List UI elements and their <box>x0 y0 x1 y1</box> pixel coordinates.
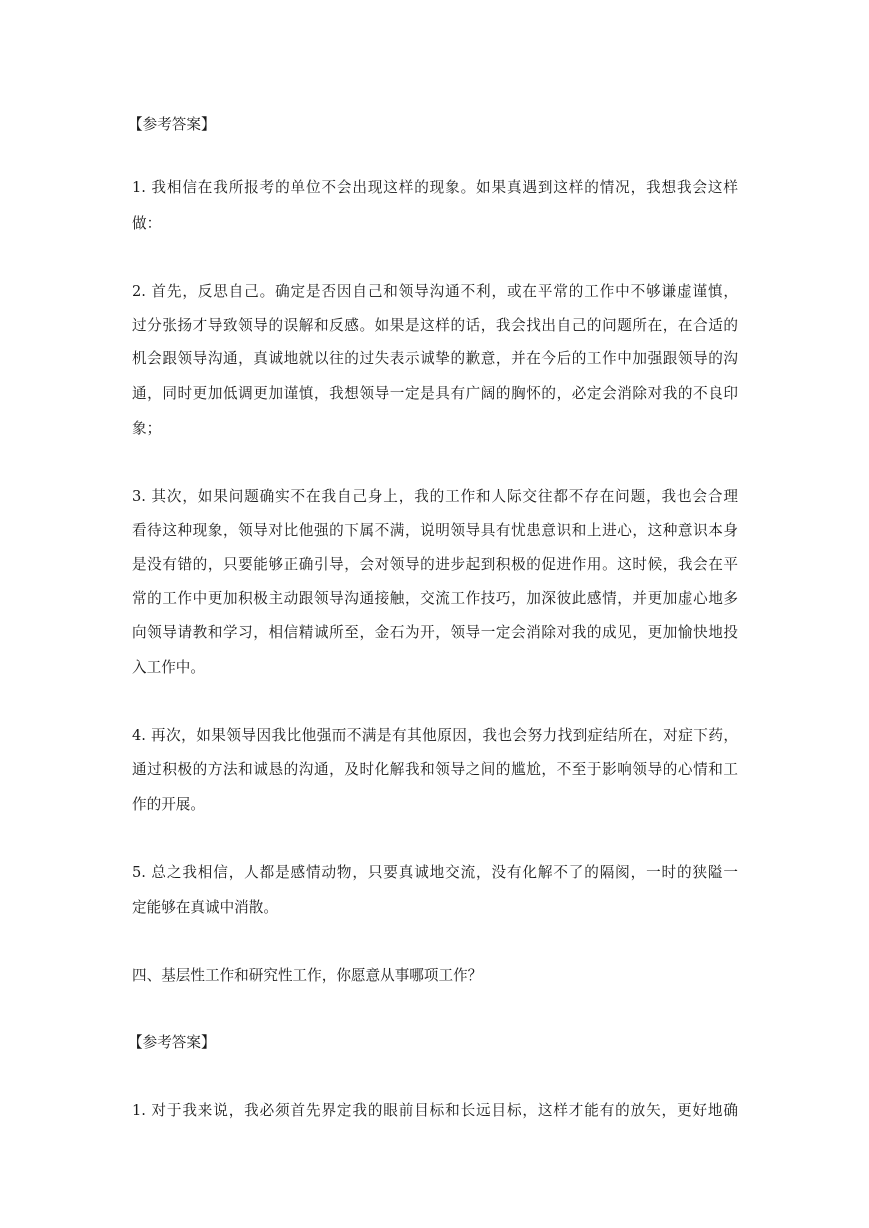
paragraph-line: 看待这种现象，领导对比他强的下属不满，说明领导具有忧患意识和上进心，这种意识本身 <box>132 522 738 539</box>
paragraph-line: 4. 再次，如果领导因我比他强而不满是有其他原因，我也会努力找到症结所在，对症下药， <box>132 727 738 744</box>
paragraph-line: 通，同时更加低调更加谨慎，我想领导一定是具有广阔的胸怀的，必定会消除对我的不良印 <box>132 385 738 402</box>
paragraph-line: 作的开展。 <box>132 796 205 813</box>
paragraph-line: 1. 我相信在我所报考的单位不会出现这样的现象。如果真遇到这样的情况，我想我会这样 <box>132 179 738 196</box>
paragraph-line: 定能够在真诚中消散。 <box>132 899 278 916</box>
paragraph-line: 入工作中。 <box>132 659 205 676</box>
paragraph-line: 向领导请教和学习，相信精诚所至，金石为开，领导一定会消除对我的成见，更加愉快地投 <box>132 624 738 641</box>
question-heading: 四、基层性工作和研究性工作，你愿意从事哪项工作？ <box>132 967 483 984</box>
answer-heading: 【参考答案】 <box>128 116 216 133</box>
paragraph-line: 常的工作中更加积极主动跟领导沟通接触，交流工作技巧，加深彼此感情，并更加虚心地多 <box>132 590 738 607</box>
answer-heading: 【参考答案】 <box>128 1034 216 1051</box>
paragraph-line: 过分张扬才导致领导的误解和反感。如果是这样的话，我会找出自己的问题所在，在合适的 <box>132 317 738 334</box>
paragraph-line: 3. 其次，如果问题确实不在我自己身上，我的工作和人际交往都不存在问题，我也会合理 <box>132 488 738 505</box>
paragraph-line: 做： <box>132 215 162 232</box>
paragraph-line: 通过积极的方法和诚恳的沟通，及时化解我和领导之间的尴尬，不至于影响领导的心情和工 <box>132 761 738 778</box>
paragraph-line: 1. 对于我来说，我必须首先界定我的眼前目标和长远目标，这样才能有的放矢，更好地确 <box>132 1102 738 1119</box>
paragraph-line: 5. 总之我相信，人都是感情动物，只要真诚地交流，没有化解不了的隔阂，一时的狭隘一 <box>132 864 738 881</box>
paragraph-line: 是没有错的，只要能够正确引导，会对领导的进步起到积极的促进作用。这时候，我会在平 <box>132 556 738 573</box>
paragraph-line: 2. 首先，反思自己。确定是否因自己和领导沟通不利，或在平常的工作中不够谦虚谨慎， <box>132 283 738 300</box>
paragraph-line: 机会跟领导沟通，真诚地就以往的过失表示诚挚的歉意，并在今后的工作中加强跟领导的沟 <box>132 350 738 367</box>
paragraph-line: 象； <box>132 420 162 437</box>
